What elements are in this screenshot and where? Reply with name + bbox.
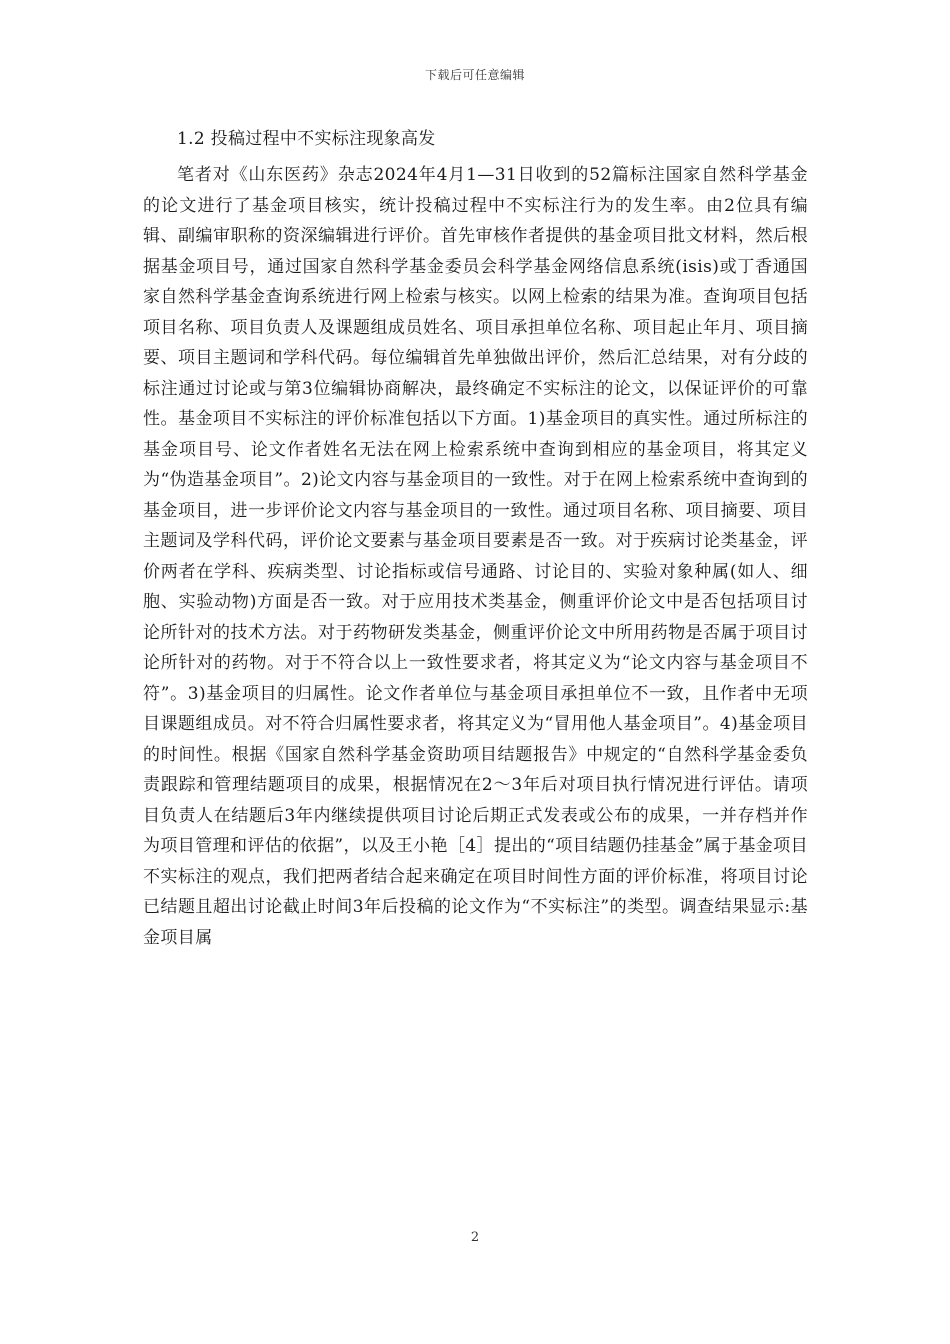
document-body [143, 124, 808, 953]
section-heading: 1.2 投稿过程中不实标注现象高发 [177, 129, 436, 149]
header-note: 下载后可任意编辑 [424, 68, 525, 82]
page-number: 2 [470, 1230, 480, 1245]
section-paragraph: 笔者对《山东医药》杂志2024年4月1—31日收到的52篇标注国家自然科学基金的论文进行了基金项目核实，统计投稿过程中不实标注行为的发生率。由2位具有编辑、副编审职称的资深编辑进行评价。首先审核作者提供的基金项目批文材料，然后根据基金项目号，通过国家自然科学基金委员会科学基金网络信息系统(isis)或丁香通国家自然科学基金查询系统进行网上检索与核实。以网上检索的结果为准。查询项目包括项目名称、项目负责人及课题组成员姓名、项目承担单位名称、项目起止年月、项目摘要、项目主题词和学科代码。每位编辑首先单独做出评价，然后汇总结果，对有分歧的标注通过讨论或与第3位编辑协商解决，最终确定不实标注的论文，以保证评价的可靠性。基金项目不实标注的评价标准包括以下方面。1)基金项目的真实性。通过所标注的基金项目号、论文作者姓名无法在网上检索系统中查询到相应的基金项目，将其定义为“伪造基金项目”。2)论文内容与基金项目的一致性。对于在网上检索系统中查询到的基金项目，进一步评价论文内容与基金项目的一致性。通过项目名称、项目摘要、项目主题词及学科代码，评价论文要素与基金项目要素是否一致。对于疾病讨论类基金，评价两者在学科、疾病类型、讨论指标或信号通路、讨论目的、实验对象种属(如人、细胞、实验动物)方面是否一致。对于应用技术类基金，侧重评价论文中是否包括项目讨论所针对的技术方法。对于药物研发类基金，侧重评价论文中所用药物是否属于项目讨论所针对的药物。对于不符合以上一致性要求者，将其定义为“论文内容与基金项目不符”。3)基金项目的归属性。论文作者单位与基金项目承担单位不一致，且作者中无项目课题组成员。对不符合归属性要求者，将其定义为“冒用他人基金项目”。4)基金项目的时间性。根据《国家自然科学基金资助项目结题报告》中规定的“自然科学基金委负责跟踪和管理结题项目的成果，根据情况在2～3年后对项目执行情况进行评估。请项目负责人在结题后3年内继续提供项目讨论后期正式发表或公布的成果，一并存档并作为项目管理和评估的依据”，以及王小艳［4］提出的“项目结题仍挂基金”属于基金项目不实标注的观点，我们把两者结合起来确定在项目时间性方面的评价标准，将项目讨论已结题且超出讨论截止时间3年后投稿的论文作为“不实标注”的类型。调查结果显示:基金项目属 [143, 165, 808, 948]
